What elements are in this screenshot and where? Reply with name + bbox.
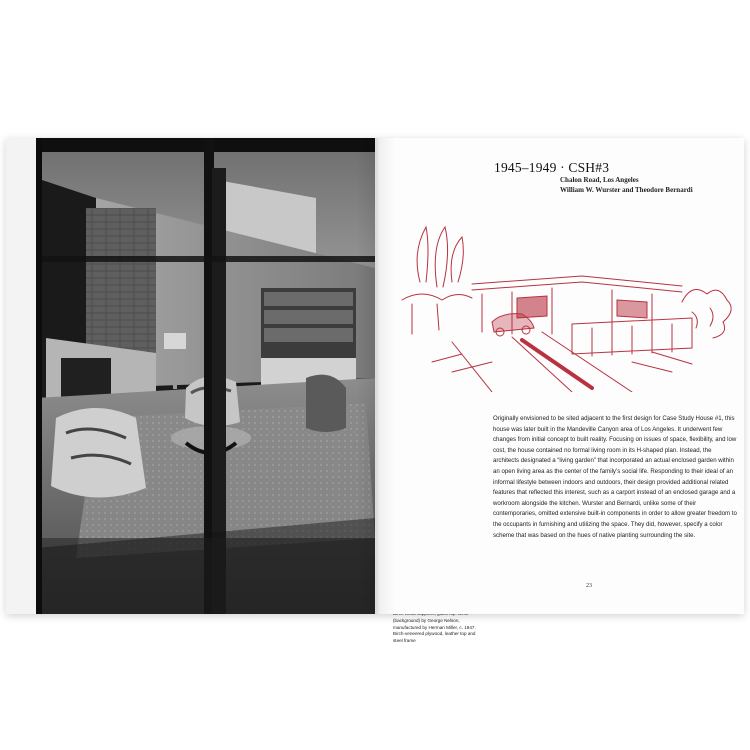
house-architects: William W. Wurster and Theodore Bernardi <box>560 185 693 194</box>
room-description: (background) by George Nelson, manufactured by Herman Miller, c. 1947. Birch-veneered plywood, leather top and steel frame <box>393 617 476 643</box>
page-number: 23 <box>586 583 592 589</box>
house-title: 1945–1949 · CSH#3 <box>494 160 610 175</box>
house-heading <box>494 160 734 195</box>
body-text: Originally envisioned to be sited adjacent to the first design for Case Study House #1, this house was later built in the Mandeville Canyon area of Los Angeles. It underwent few changes from initial concept to built reality. Focusing on issues of space, flexibility, and low cost, the house contained no formal living room in its H-shaped plan. Instead, the architects designated a “living garden” that incorporated an actual enclosed garden within an open living area as the center of the family’s social life. Responding to their ideal of an informal lifestyle between indoors and outdoors, their design provided additional related features that reflected this interest, such as a carport instead of an enclosed garage and a workroom alongside the kitchen. Wurster and Bernardi, unlike some of their contemporaries, omitted extensive built-in components in order to allow greater freedom to the occupants in furnishing and utilizing the space. They did, however, specify a color scheme that was based on the hues of native planting surrounding the site. <box>493 415 737 539</box>
living-room-photo <box>36 138 375 614</box>
exterior-perspective-drawing <box>392 212 742 392</box>
house-location: Chalon Road, Los Angeles <box>560 176 639 184</box>
red-sketch <box>392 212 742 392</box>
living-room-image <box>36 138 375 614</box>
left-page <box>6 138 476 643</box>
